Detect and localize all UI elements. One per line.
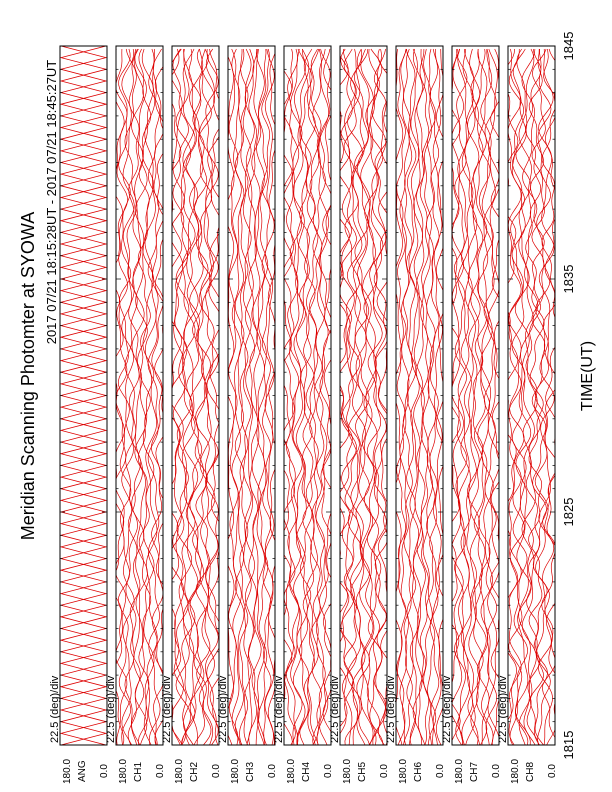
series-line [138, 49, 151, 745]
panel-ymin-label: 0.0 [547, 764, 558, 778]
panel-scale-label: 22.5 (deg)/div [441, 675, 453, 743]
panel-scale-label: 22.5 (deg)/div [497, 675, 509, 743]
panel-traces [448, 49, 504, 745]
panel-ymax-label: 180.0 [286, 758, 297, 784]
panel-ymin-label: 0.0 [491, 764, 502, 778]
panel-ymin-label: 0.0 [155, 764, 166, 778]
series-line [306, 49, 319, 745]
panel-ch4 [273, 46, 335, 784]
panel-name: CH6 [413, 761, 424, 782]
series-line [268, 49, 278, 745]
panel-name: CH2 [189, 761, 200, 782]
series-line [280, 49, 293, 745]
panel-ymin-label: 0.0 [435, 764, 446, 778]
series-line [344, 49, 360, 745]
series-line [196, 49, 212, 745]
series-line [142, 49, 154, 745]
panel-ymin-label: 0.0 [323, 764, 334, 778]
panel-traces [393, 49, 445, 745]
panel-ch5 [329, 46, 393, 784]
series-line [319, 49, 332, 745]
series-line [367, 49, 383, 745]
series-line [316, 49, 329, 745]
chart-subtitle: 2017 07/21 18:15:28UT - 2017 07/21 18:45:27UT [44, 59, 59, 345]
panel-name: CH8 [525, 761, 536, 782]
series-line [229, 49, 239, 745]
panel-traces [61, 46, 106, 745]
x-axis-label: TIME(UT) [579, 340, 596, 412]
panel-name: CH1 [133, 761, 144, 782]
series-line [61, 46, 106, 745]
panel-traces [112, 49, 168, 745]
panel-ymin-label: 0.0 [99, 764, 110, 778]
series-line [225, 49, 234, 745]
panel-traces [166, 49, 225, 745]
panel-ymin-label: 0.0 [267, 764, 278, 778]
panel-name: CH3 [245, 761, 256, 782]
panel-scale-label: 22.5 (deg)/div [49, 675, 61, 743]
panel-ymax-label: 180.0 [62, 758, 73, 784]
panel-traces [502, 49, 561, 745]
panel-traces [225, 49, 278, 745]
series-line [512, 49, 528, 745]
panel-name: CH4 [301, 761, 312, 782]
panel-scale-label: 22.5 (deg)/div [161, 675, 173, 743]
x-tick-label: 1825 [561, 497, 576, 527]
series-line [471, 49, 483, 745]
series-line [403, 49, 413, 745]
chart-title: Meridian Scanning Photomter at SYOWA [18, 211, 38, 541]
x-tick-label: 1845 [561, 31, 576, 61]
panel-frame [116, 46, 163, 745]
series-line [377, 49, 393, 745]
series-line [532, 49, 548, 745]
panel-ymax-label: 180.0 [398, 758, 409, 784]
series-line [372, 49, 386, 745]
panel-ymax-label: 180.0 [454, 758, 465, 784]
series-line [448, 49, 461, 745]
series-line [209, 49, 225, 745]
panel-ymin-label: 0.0 [211, 764, 222, 778]
panel-ch6 [385, 46, 446, 784]
panel-ch1 [105, 46, 167, 784]
panel-name: CH7 [469, 761, 480, 782]
series-line [474, 49, 487, 745]
panel-ymin-label: 0.0 [379, 764, 390, 778]
panel-ymax-label: 180.0 [510, 758, 521, 784]
series-line [351, 49, 367, 745]
series-line [509, 49, 525, 745]
x-tick-label: 1835 [561, 264, 576, 294]
panel-ymax-label: 180.0 [118, 758, 129, 784]
panels-group [49, 46, 561, 784]
panel-frame [172, 46, 219, 745]
series-line [61, 46, 106, 745]
series-line [252, 49, 261, 745]
panel-scale-label: 22.5 (deg)/div [329, 675, 341, 743]
panel-ymax-label: 180.0 [174, 758, 185, 784]
panel-name: CH5 [357, 761, 368, 782]
panel-ch8 [497, 46, 561, 784]
x-axis [561, 32, 576, 760]
panel-traces [334, 49, 393, 745]
panel-frame [60, 46, 107, 745]
panel-ymax-label: 180.0 [230, 758, 241, 784]
panel-ch3 [217, 46, 278, 784]
panel-scale-label: 22.5 (deg)/div [217, 675, 229, 743]
x-tick-label: 1815 [561, 730, 576, 760]
panel-name: ANG [77, 760, 88, 782]
panel-traces [280, 49, 336, 745]
panel-scale-label: 22.5 (deg)/div [385, 675, 397, 743]
panel-scale-label: 22.5 (deg)/div [105, 675, 117, 743]
series-line [186, 49, 202, 745]
series-line [525, 49, 541, 745]
series-line [407, 49, 416, 745]
panel-ch2 [161, 46, 225, 784]
series-line [545, 49, 561, 745]
panel-scale-label: 22.5 (deg)/div [273, 675, 285, 743]
series-line [461, 49, 474, 745]
panel-ch7 [441, 46, 503, 784]
series-line [151, 49, 164, 745]
panel-ymax-label: 180.0 [342, 758, 353, 784]
